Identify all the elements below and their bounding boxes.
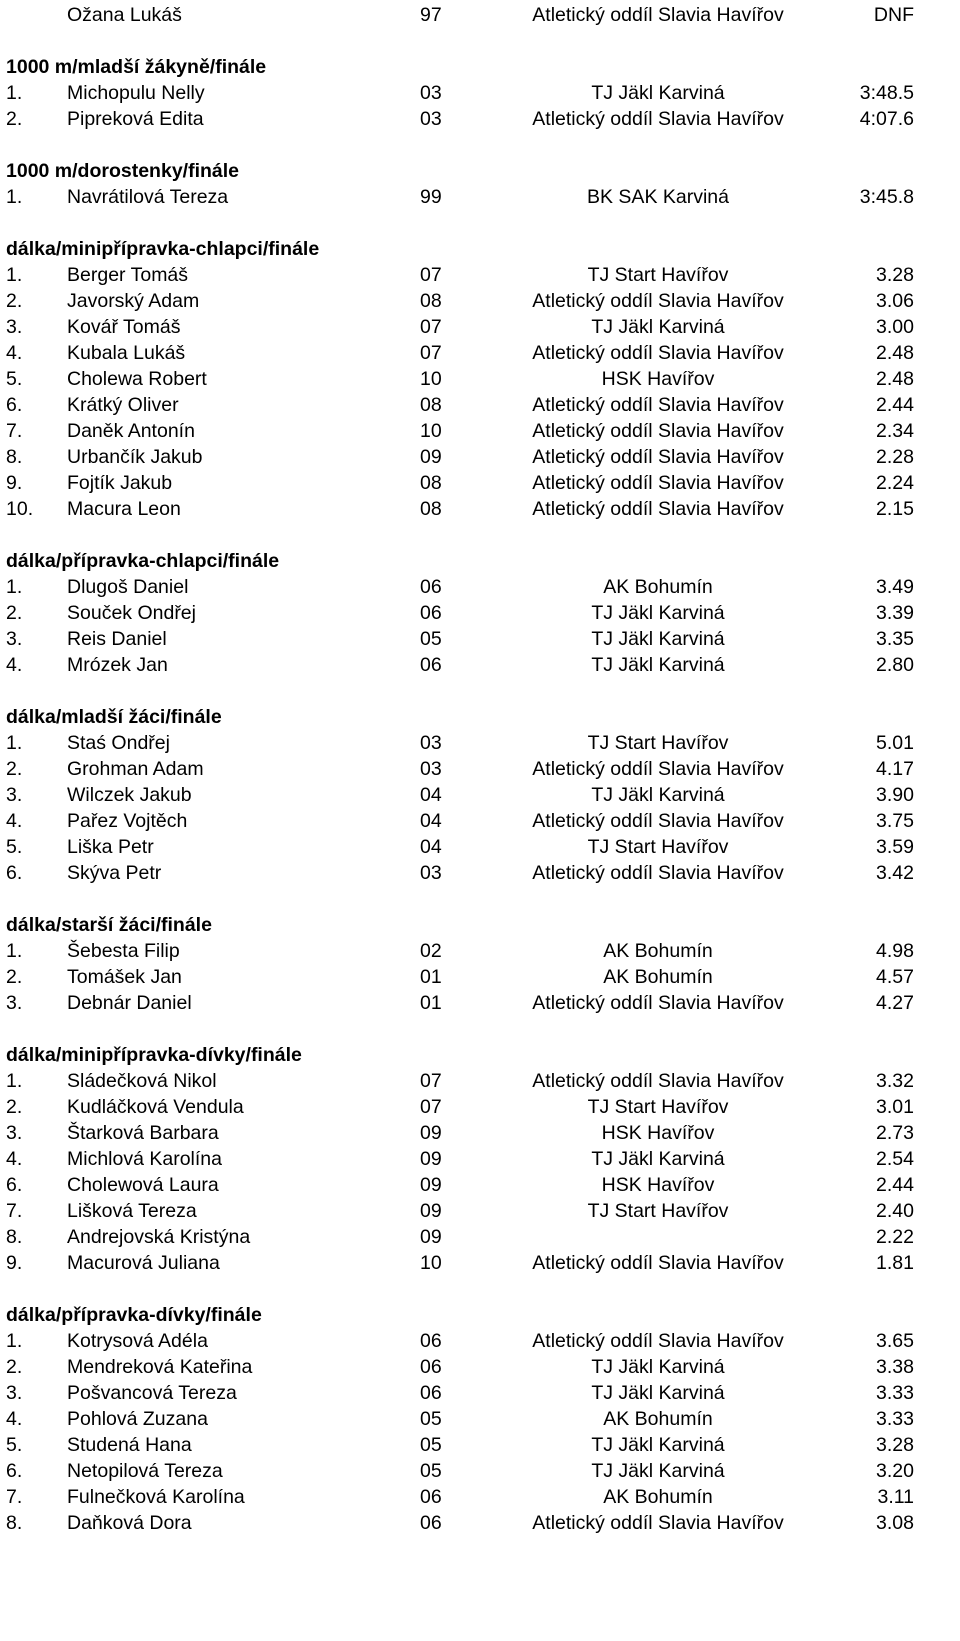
birth-year: 99	[420, 186, 442, 208]
rank-cell: 3.	[6, 1382, 23, 1404]
club-name: Atletický oddíl Slavia Havířov	[532, 1252, 784, 1274]
athlete-name: Staś Ondřej	[67, 732, 170, 754]
rank-cell: 3.	[6, 628, 23, 650]
result-row	[0, 938, 960, 964]
result-value: 3.59	[876, 836, 914, 858]
result-row	[0, 1068, 960, 1094]
birth-year: 08	[420, 472, 442, 494]
rank-cell: 1.	[6, 264, 23, 286]
rank-cell: 3.	[6, 992, 23, 1014]
rank-cell: 4.	[6, 342, 23, 364]
result-row	[0, 1328, 960, 1354]
athlete-name: Berger Tomáš	[67, 264, 189, 286]
birth-year: 03	[420, 732, 442, 754]
rank-cell: 1.	[6, 576, 23, 598]
result-value: 1.81	[876, 1252, 914, 1274]
club-name: Atletický oddíl Slavia Havířov	[532, 342, 784, 364]
athlete-name: Daněk Antonín	[67, 420, 195, 442]
athlete-name: Wilczek Jakub	[67, 784, 192, 806]
club-name: AK Bohumín	[603, 966, 713, 988]
rank-cell: 1.	[6, 1330, 23, 1352]
club-name: TJ Jäkl Karviná	[591, 784, 725, 806]
club-name: Atletický oddíl Slavia Havířov	[532, 420, 784, 442]
athlete-name: Netopilová Tereza	[67, 1460, 223, 1482]
club-name: TJ Jäkl Karviná	[591, 1382, 725, 1404]
athlete-name: Macurová Juliana	[67, 1252, 220, 1274]
rank-cell: 4.	[6, 810, 23, 832]
result-value: 4.98	[876, 940, 914, 962]
club-name: TJ Jäkl Karviná	[591, 602, 725, 624]
club-name: TJ Start Havířov	[587, 836, 729, 858]
athlete-name: Kotrysová Adéla	[67, 1330, 208, 1352]
athlete-name: Studená Hana	[67, 1434, 192, 1456]
result-value: 3.65	[876, 1330, 914, 1352]
club-name: TJ Jäkl Karviná	[591, 628, 725, 650]
birth-year: 09	[420, 1174, 442, 1196]
birth-year: 04	[420, 810, 442, 832]
result-row	[0, 860, 960, 886]
birth-year: 09	[420, 1200, 442, 1222]
birth-year: 06	[420, 1356, 442, 1378]
result-value: 3.75	[876, 810, 914, 832]
result-row	[0, 652, 960, 678]
result-value: DNF	[873, 4, 914, 26]
birth-year: 03	[420, 758, 442, 780]
result-value: 3.06	[876, 290, 914, 312]
athlete-name: Pohlová Zuzana	[67, 1408, 208, 1430]
athlete-name: Urbančík Jakub	[67, 446, 203, 468]
result-value: 2.24	[876, 472, 914, 494]
club-name: AK Bohumín	[603, 1408, 713, 1430]
athlete-name: Grohman Adam	[67, 758, 204, 780]
result-row	[0, 2, 960, 28]
result-value: 3:48.5	[859, 82, 914, 104]
club-name: TJ Start Havířov	[587, 264, 729, 286]
club-name: Atletický oddíl Slavia Havířov	[532, 1070, 784, 1092]
club-name: HSK Havířov	[601, 368, 715, 390]
birth-year: 04	[420, 784, 442, 806]
result-value: 3.08	[876, 1512, 914, 1534]
rank-cell: 9.	[6, 472, 23, 494]
result-value: 3.11	[877, 1486, 914, 1508]
rank-cell: 8.	[6, 1512, 23, 1534]
result-row	[0, 1172, 960, 1198]
rank-cell: 8.	[6, 1226, 23, 1248]
rank-cell: 5.	[6, 368, 23, 390]
club-name: HSK Havířov	[601, 1122, 715, 1144]
rank-cell: 3.	[6, 316, 23, 338]
result-value: 3.38	[876, 1356, 914, 1378]
athlete-name: Fulnečková Karolína	[67, 1486, 245, 1508]
athlete-name: Javorský Adam	[67, 290, 200, 312]
club-name: Atletický oddíl Slavia Havířov	[532, 290, 784, 312]
club-name: Atletický oddíl Slavia Havířov	[532, 862, 784, 884]
athlete-name: Šebesta Filip	[67, 940, 180, 962]
rank-cell: 2.	[6, 1356, 23, 1378]
result-value: 3.00	[876, 316, 914, 338]
athlete-name: Navrátilová Tereza	[67, 186, 229, 208]
section-heading: 1000 m/dorostenky/finále	[6, 160, 240, 182]
result-row	[0, 1484, 960, 1510]
result-value: 3.33	[876, 1408, 914, 1430]
result-value: 2.73	[876, 1122, 914, 1144]
result-row	[0, 1354, 960, 1380]
club-name: AK Bohumín	[603, 1486, 713, 1508]
rank-cell: 2.	[6, 290, 23, 312]
athlete-name: Michlová Karolína	[67, 1148, 222, 1170]
athlete-name: Souček Ondřej	[67, 602, 196, 624]
result-row	[0, 1510, 960, 1536]
rank-cell: 2.	[6, 108, 23, 130]
birth-year: 05	[420, 1434, 442, 1456]
club-name: TJ Start Havířov	[587, 1096, 729, 1118]
result-row	[0, 392, 960, 418]
result-row	[0, 496, 960, 522]
rank-cell: 2.	[6, 758, 23, 780]
rank-cell: 2.	[6, 966, 23, 988]
result-row	[0, 1120, 960, 1146]
rank-cell: 9.	[6, 1252, 23, 1274]
athlete-name: Krátký Oliver	[67, 394, 179, 416]
rank-cell: 1.	[6, 82, 23, 104]
birth-year: 06	[420, 1486, 442, 1508]
birth-year: 09	[420, 446, 442, 468]
result-row	[0, 1198, 960, 1224]
result-value: 2.40	[876, 1200, 914, 1222]
rank-cell: 4.	[6, 1148, 23, 1170]
result-row	[0, 1432, 960, 1458]
birth-year: 01	[420, 966, 442, 988]
result-value: 2.34	[876, 420, 914, 442]
athlete-name: Michopulu Nelly	[67, 82, 205, 104]
club-name: TJ Jäkl Karviná	[591, 82, 725, 104]
rank-cell: 1.	[6, 732, 23, 754]
athlete-name: Štarková Barbara	[67, 1122, 219, 1144]
rank-cell: 6.	[6, 862, 23, 884]
rank-cell: 10.	[6, 498, 34, 520]
result-value: 3.28	[876, 1434, 914, 1456]
club-name: Atletický oddíl Slavia Havířov	[532, 472, 784, 494]
birth-year: 06	[420, 1330, 442, 1352]
rank-cell: 1.	[6, 186, 23, 208]
result-row	[0, 262, 960, 288]
club-name: Atletický oddíl Slavia Havířov	[532, 1330, 784, 1352]
result-value: 3:45.8	[859, 186, 914, 208]
athlete-name: Mrózek Jan	[67, 654, 168, 676]
club-name: TJ Start Havířov	[587, 1200, 729, 1222]
section-heading: dálka/mladší žáci/finále	[6, 706, 222, 728]
athlete-name: Cholewová Laura	[67, 1174, 219, 1196]
result-value: 2.48	[876, 368, 914, 390]
result-row	[0, 834, 960, 860]
birth-year: 04	[420, 836, 442, 858]
birth-year: 06	[420, 576, 442, 598]
club-name: TJ Jäkl Karviná	[591, 654, 725, 676]
result-row	[0, 1406, 960, 1432]
result-row	[0, 470, 960, 496]
result-value: 3.33	[876, 1382, 914, 1404]
athlete-name: Pipreková Edita	[67, 108, 204, 130]
result-value: 3.20	[876, 1460, 914, 1482]
club-name: AK Bohumín	[603, 940, 713, 962]
result-row	[0, 184, 960, 210]
birth-year: 07	[420, 1096, 442, 1118]
club-name: TJ Jäkl Karviná	[591, 1148, 725, 1170]
rank-cell: 6.	[6, 1174, 23, 1196]
athlete-name: Kudláčková Vendula	[67, 1096, 244, 1118]
result-value: 2.48	[876, 342, 914, 364]
birth-year: 05	[420, 1460, 442, 1482]
birth-year: 07	[420, 264, 442, 286]
rank-cell: 7.	[6, 1200, 23, 1222]
club-name: TJ Start Havířov	[587, 732, 729, 754]
athlete-name: Mendreková Kateřina	[67, 1356, 253, 1378]
club-name: Atletický oddíl Slavia Havířov	[532, 446, 784, 468]
birth-year: 10	[420, 368, 442, 390]
birth-year: 03	[420, 82, 442, 104]
birth-year: 09	[420, 1148, 442, 1170]
result-row	[0, 418, 960, 444]
result-value: 3.32	[876, 1070, 914, 1092]
athlete-name: Kovář Tomáš	[67, 316, 181, 338]
rank-cell: 1.	[6, 1070, 23, 1092]
birth-year: 06	[420, 1382, 442, 1404]
birth-year: 09	[420, 1122, 442, 1144]
rank-cell: 4.	[6, 654, 23, 676]
athlete-name: Ožana Lukáš	[67, 4, 182, 26]
birth-year: 06	[420, 1512, 442, 1534]
result-row	[0, 1250, 960, 1276]
birth-year: 03	[420, 862, 442, 884]
result-row	[0, 990, 960, 1016]
result-value: 2.44	[876, 394, 914, 416]
birth-year: 06	[420, 602, 442, 624]
birth-year: 10	[420, 1252, 442, 1274]
club-name: Atletický oddíl Slavia Havířov	[532, 108, 784, 130]
result-row	[0, 1458, 960, 1484]
result-row	[0, 314, 960, 340]
section-heading: dálka/minipřípravka-dívky/finále	[6, 1044, 302, 1066]
section-heading: dálka/přípravka-chlapci/finále	[6, 550, 280, 572]
result-row	[0, 626, 960, 652]
athlete-name: Cholewa Robert	[67, 368, 207, 390]
rank-cell: 7.	[6, 1486, 23, 1508]
birth-year: 07	[420, 1070, 442, 1092]
birth-year: 10	[420, 420, 442, 442]
athlete-name: Macura Leon	[67, 498, 181, 520]
result-row	[0, 340, 960, 366]
club-name: Atletický oddíl Slavia Havířov	[532, 810, 784, 832]
club-name: HSK Havířov	[601, 1174, 715, 1196]
athlete-name: Dlugoš Daniel	[67, 576, 189, 598]
result-value: 2.54	[876, 1148, 914, 1170]
birth-year: 05	[420, 1408, 442, 1430]
result-value: 3.35	[876, 628, 914, 650]
athlete-name: Daňková Dora	[67, 1512, 192, 1534]
athlete-name: Skýva Petr	[67, 862, 162, 884]
birth-year: 08	[420, 290, 442, 312]
club-name: Atletický oddíl Slavia Havířov	[532, 758, 784, 780]
result-row	[0, 366, 960, 392]
result-row	[0, 444, 960, 470]
rank-cell: 3.	[6, 784, 23, 806]
birth-year: 07	[420, 316, 442, 338]
birth-year: 07	[420, 342, 442, 364]
club-name: Atletický oddíl Slavia Havířov	[532, 498, 784, 520]
section-heading: dálka/přípravka-dívky/finále	[6, 1304, 262, 1326]
result-value: 4.17	[876, 758, 914, 780]
result-value: 4.57	[876, 966, 914, 988]
birth-year: 06	[420, 654, 442, 676]
result-row	[0, 80, 960, 106]
result-row	[0, 106, 960, 132]
result-value: 2.28	[876, 446, 914, 468]
birth-year: 97	[420, 4, 442, 26]
athlete-name: Debnár Daniel	[67, 992, 192, 1014]
birth-year: 02	[420, 940, 442, 962]
rank-cell: 5.	[6, 1434, 23, 1456]
result-value: 2.15	[876, 498, 914, 520]
rank-cell: 2.	[6, 602, 23, 624]
result-row	[0, 756, 960, 782]
athlete-name: Lišková Tereza	[67, 1200, 197, 1222]
birth-year: 05	[420, 628, 442, 650]
club-name: AK Bohumín	[603, 576, 713, 598]
birth-year: 03	[420, 108, 442, 130]
athlete-name: Fojtík Jakub	[67, 472, 173, 494]
athlete-name: Liška Petr	[67, 836, 154, 858]
result-row	[0, 1380, 960, 1406]
birth-year: 01	[420, 992, 442, 1014]
rank-cell: 5.	[6, 836, 23, 858]
athlete-name: Andrejovská Kristýna	[67, 1226, 251, 1248]
result-value: 3.42	[876, 862, 914, 884]
birth-year: 08	[420, 498, 442, 520]
result-row	[0, 1224, 960, 1250]
result-row	[0, 730, 960, 756]
section-heading: 1000 m/mladší žákyně/finále	[6, 56, 267, 78]
club-name: Atletický oddíl Slavia Havířov	[532, 992, 784, 1014]
result-value: 2.22	[876, 1226, 914, 1248]
result-value: 3.01	[876, 1096, 914, 1118]
athlete-name: Reis Daniel	[67, 628, 167, 650]
club-name: Atletický oddíl Slavia Havířov	[532, 394, 784, 416]
result-row	[0, 1146, 960, 1172]
result-row	[0, 288, 960, 314]
rank-cell: 6.	[6, 394, 23, 416]
rank-cell: 4.	[6, 1408, 23, 1430]
club-name: Atletický oddíl Slavia Havířov	[532, 1512, 784, 1534]
birth-year: 09	[420, 1226, 442, 1248]
result-row	[0, 574, 960, 600]
result-value: 2.80	[876, 654, 914, 676]
club-name: TJ Jäkl Karviná	[591, 1434, 725, 1456]
result-value: 2.44	[876, 1174, 914, 1196]
club-name: Atletický oddíl Slavia Havířov	[532, 4, 784, 26]
result-row	[0, 600, 960, 626]
result-row	[0, 808, 960, 834]
athlete-name: Pošvancová Tereza	[67, 1382, 237, 1404]
result-row	[0, 1094, 960, 1120]
result-value: 3.39	[876, 602, 914, 624]
result-value: 3.90	[876, 784, 914, 806]
club-name: TJ Jäkl Karviná	[591, 316, 725, 338]
result-value: 4:07.6	[859, 108, 914, 130]
club-name: BK SAK Karviná	[587, 186, 729, 208]
club-name: TJ Jäkl Karviná	[591, 1356, 725, 1378]
athlete-name: Pařez Vojtěch	[67, 810, 188, 832]
rank-cell: 6.	[6, 1460, 23, 1482]
rank-cell: 2.	[6, 1096, 23, 1118]
result-row	[0, 964, 960, 990]
club-name: TJ Jäkl Karviná	[591, 1460, 725, 1482]
result-value: 4.27	[876, 992, 914, 1014]
result-row	[0, 782, 960, 808]
rank-cell: 8.	[6, 446, 23, 468]
athlete-name: Sládečková Nikol	[67, 1070, 217, 1092]
athlete-name: Tomášek Jan	[67, 966, 182, 988]
birth-year: 08	[420, 394, 442, 416]
rank-cell: 1.	[6, 940, 23, 962]
section-heading: dálka/starší žáci/finále	[6, 914, 212, 936]
result-value: 5.01	[876, 732, 914, 754]
rank-cell: 3.	[6, 1122, 23, 1144]
section-heading: dálka/minipřípravka-chlapci/finále	[6, 238, 320, 260]
result-value: 3.49	[876, 576, 914, 598]
rank-cell: 7.	[6, 420, 23, 442]
result-value: 3.28	[876, 264, 914, 286]
athlete-name: Kubala Lukáš	[67, 342, 186, 364]
